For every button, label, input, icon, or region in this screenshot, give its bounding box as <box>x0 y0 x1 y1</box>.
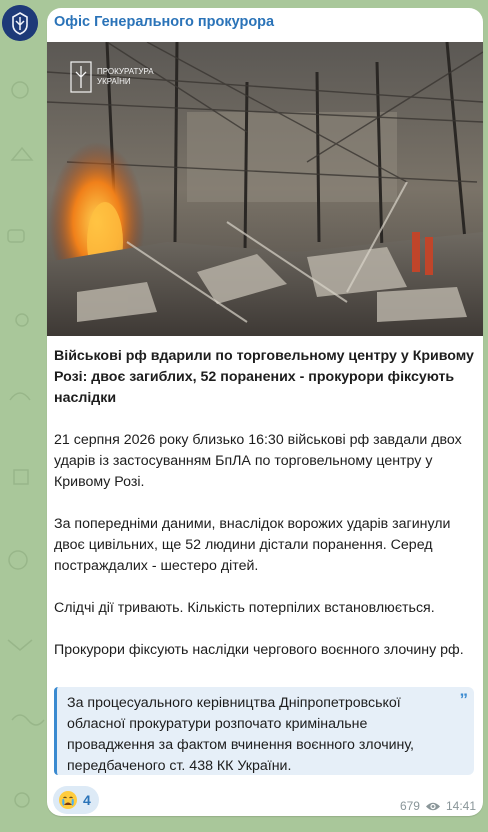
quote-text: За процесуального керівництва Дніпропетровської обласної прокуратури розпочато кримінальне провадження за фактом вчинення воєнного злочину, передбаченого ст. 438 КК України. <box>67 695 415 774</box>
post-photo[interactable] <box>47 42 483 336</box>
crying-face-icon <box>58 790 78 810</box>
destroyed-mall-photo <box>47 42 483 336</box>
channel-avatar[interactable] <box>2 5 38 41</box>
view-count: 679 <box>399 799 420 813</box>
post-quote <box>54 687 474 775</box>
reaction-count: 4 <box>83 792 91 808</box>
eye-icon <box>425 801 441 812</box>
watermark-line1: ПРОКУРАТУРА <box>97 67 154 76</box>
quote-mark-icon: ” <box>459 690 468 709</box>
watermark-line2: УКРАЇНИ <box>97 77 131 86</box>
message-meta <box>400 799 476 813</box>
post-text <box>54 346 478 682</box>
message-time: 14:41 <box>445 799 476 813</box>
post-title: Військові рф вдарили по торговельному центру у Кривому Розі: двоє загиблих, 52 поранених - прокурори фіксують наслідки <box>54 348 474 406</box>
post-paragraph: 21 серпня 2026 року близько 16:30 військові рф завдали двох ударів із застосуванням БпЛА по торговельному центру у Кривому Розі. <box>54 432 462 490</box>
prosecutor-emblem-icon <box>2 5 38 41</box>
post-paragraph: Слідчі дії тривають. Кількість потерпілих встановлюється. <box>54 600 435 616</box>
post-paragraph: Прокурори фіксують наслідки чергового воєнного злочину рф. <box>54 642 464 658</box>
channel-name[interactable]: Офіс Генерального прокурора <box>54 14 275 30</box>
reaction-crying-face[interactable] <box>53 786 99 814</box>
message-bubble <box>47 8 483 816</box>
post-paragraph: За попередніми даними, внаслідок ворожих ударів загинули двоє цивільних, ще 52 людини дістали поранення. Серед постраждалих - шестеро дітей. <box>54 516 451 574</box>
